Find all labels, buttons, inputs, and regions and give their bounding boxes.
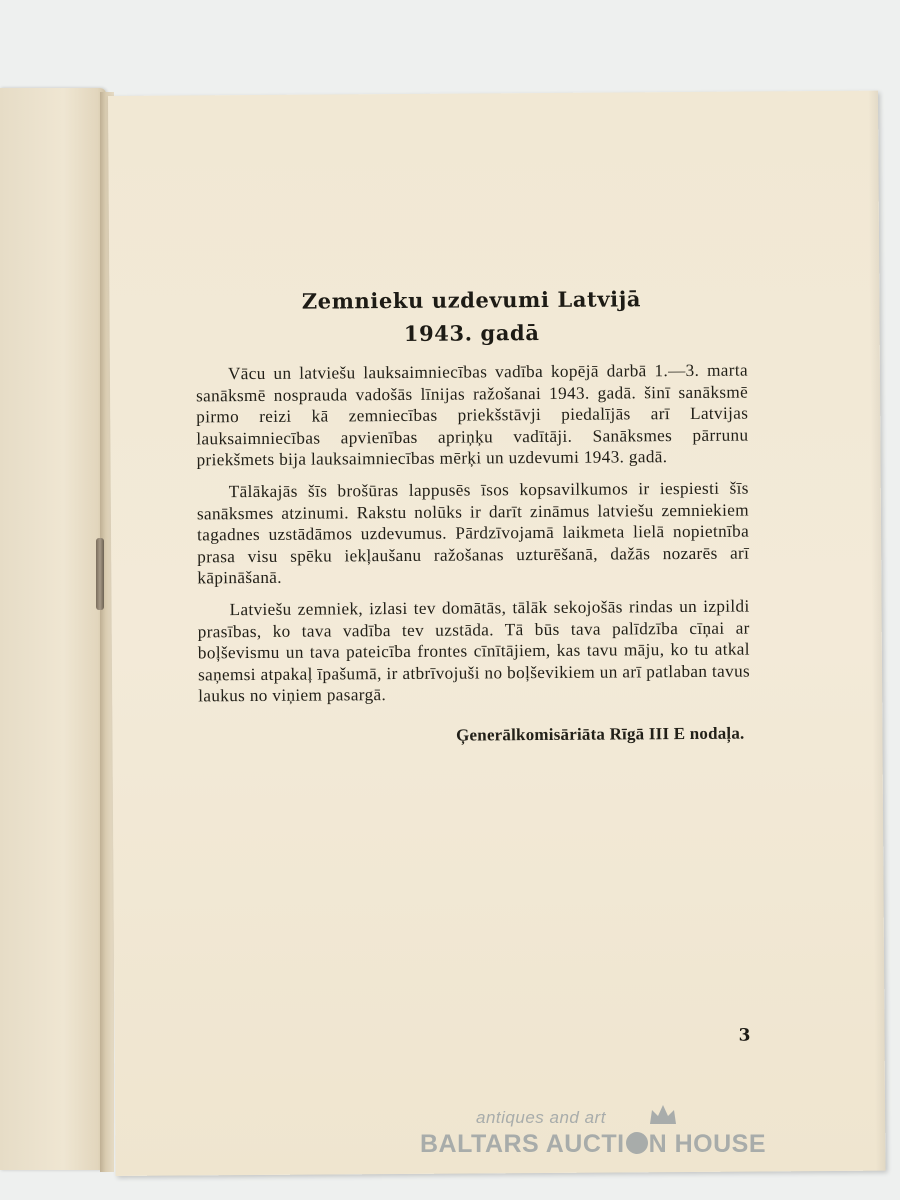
paragraph-2: Tālākajās šīs brošūras lappusēs īsos kopsavilkumos ir iespiesti šīs sanāksmes atzinumi. Rakstu nolūks ir darīt zināmus latviešu zemniekiem tagadnes uzstādāmos uzdevumus. Pārdzīvojamā laikmeta lielā nopietnība prasa visu spēku iekļaušanu ražošanas uzturēšanā, dažās nozarēs arī kāpināšanā. bbox=[196, 478, 750, 588]
watermark-tagline: antiques and art bbox=[476, 1108, 606, 1127]
watermark-brand-part-2: N HOUSE bbox=[648, 1130, 767, 1158]
previous-page bbox=[0, 88, 106, 1170]
signature: Ģenerālkomisāriāta Rīgā III E nodaļa. bbox=[456, 723, 745, 745]
title-line-1: Zemnieku uzdevumi Latvijā bbox=[301, 286, 642, 314]
staple bbox=[96, 538, 104, 610]
page-content bbox=[195, 282, 750, 748]
title-line-2: 1943. gadā bbox=[403, 319, 540, 346]
paragraph-1: Vācu un latviešu lauksaimniecības vadība kopējā darbā 1.—3. marta sanāksmē nosprauda vadošās līnijas ražošanai 1943. gadā. šinī sanāksmē pirmo reizi kā zemniecības priekšstāvji piedalījās arī Latvijas lauksaimniecības apvienības apriņķu vadītāji. Sanāksmes pārrunu priekšmets bija lauksaimniecības mērķi un uzdevumi 1943. gadā. bbox=[196, 360, 749, 470]
page-edge-shadow bbox=[868, 91, 886, 1171]
document-page bbox=[108, 91, 886, 1176]
watermark-brand-part-1: BALTARS AUCTI bbox=[420, 1130, 625, 1158]
page-title bbox=[195, 282, 747, 352]
crown-icon bbox=[648, 1102, 678, 1133]
page-number: 3 bbox=[738, 1025, 751, 1046]
watermark-o-circle bbox=[626, 1132, 648, 1154]
watermark-brand bbox=[420, 1130, 766, 1159]
paragraph-3: Latviešu zemniek, izlasi tev domātās, tālāk sekojošās rindas un izpildi prasības, ko tava vadība tev uzstāda. Tā būs tava palīdzība cīņai ar boļševismu un tava pateicība frontes cīnītājiem, kas tavu māju, ko tu atkal saņemsi atpakaļ īpašumā, ir atbrīvojuši no boļševikiem un arī patlaban tavus laukus no viņiem pasargā. bbox=[197, 596, 751, 706]
watermark bbox=[420, 1108, 820, 1168]
